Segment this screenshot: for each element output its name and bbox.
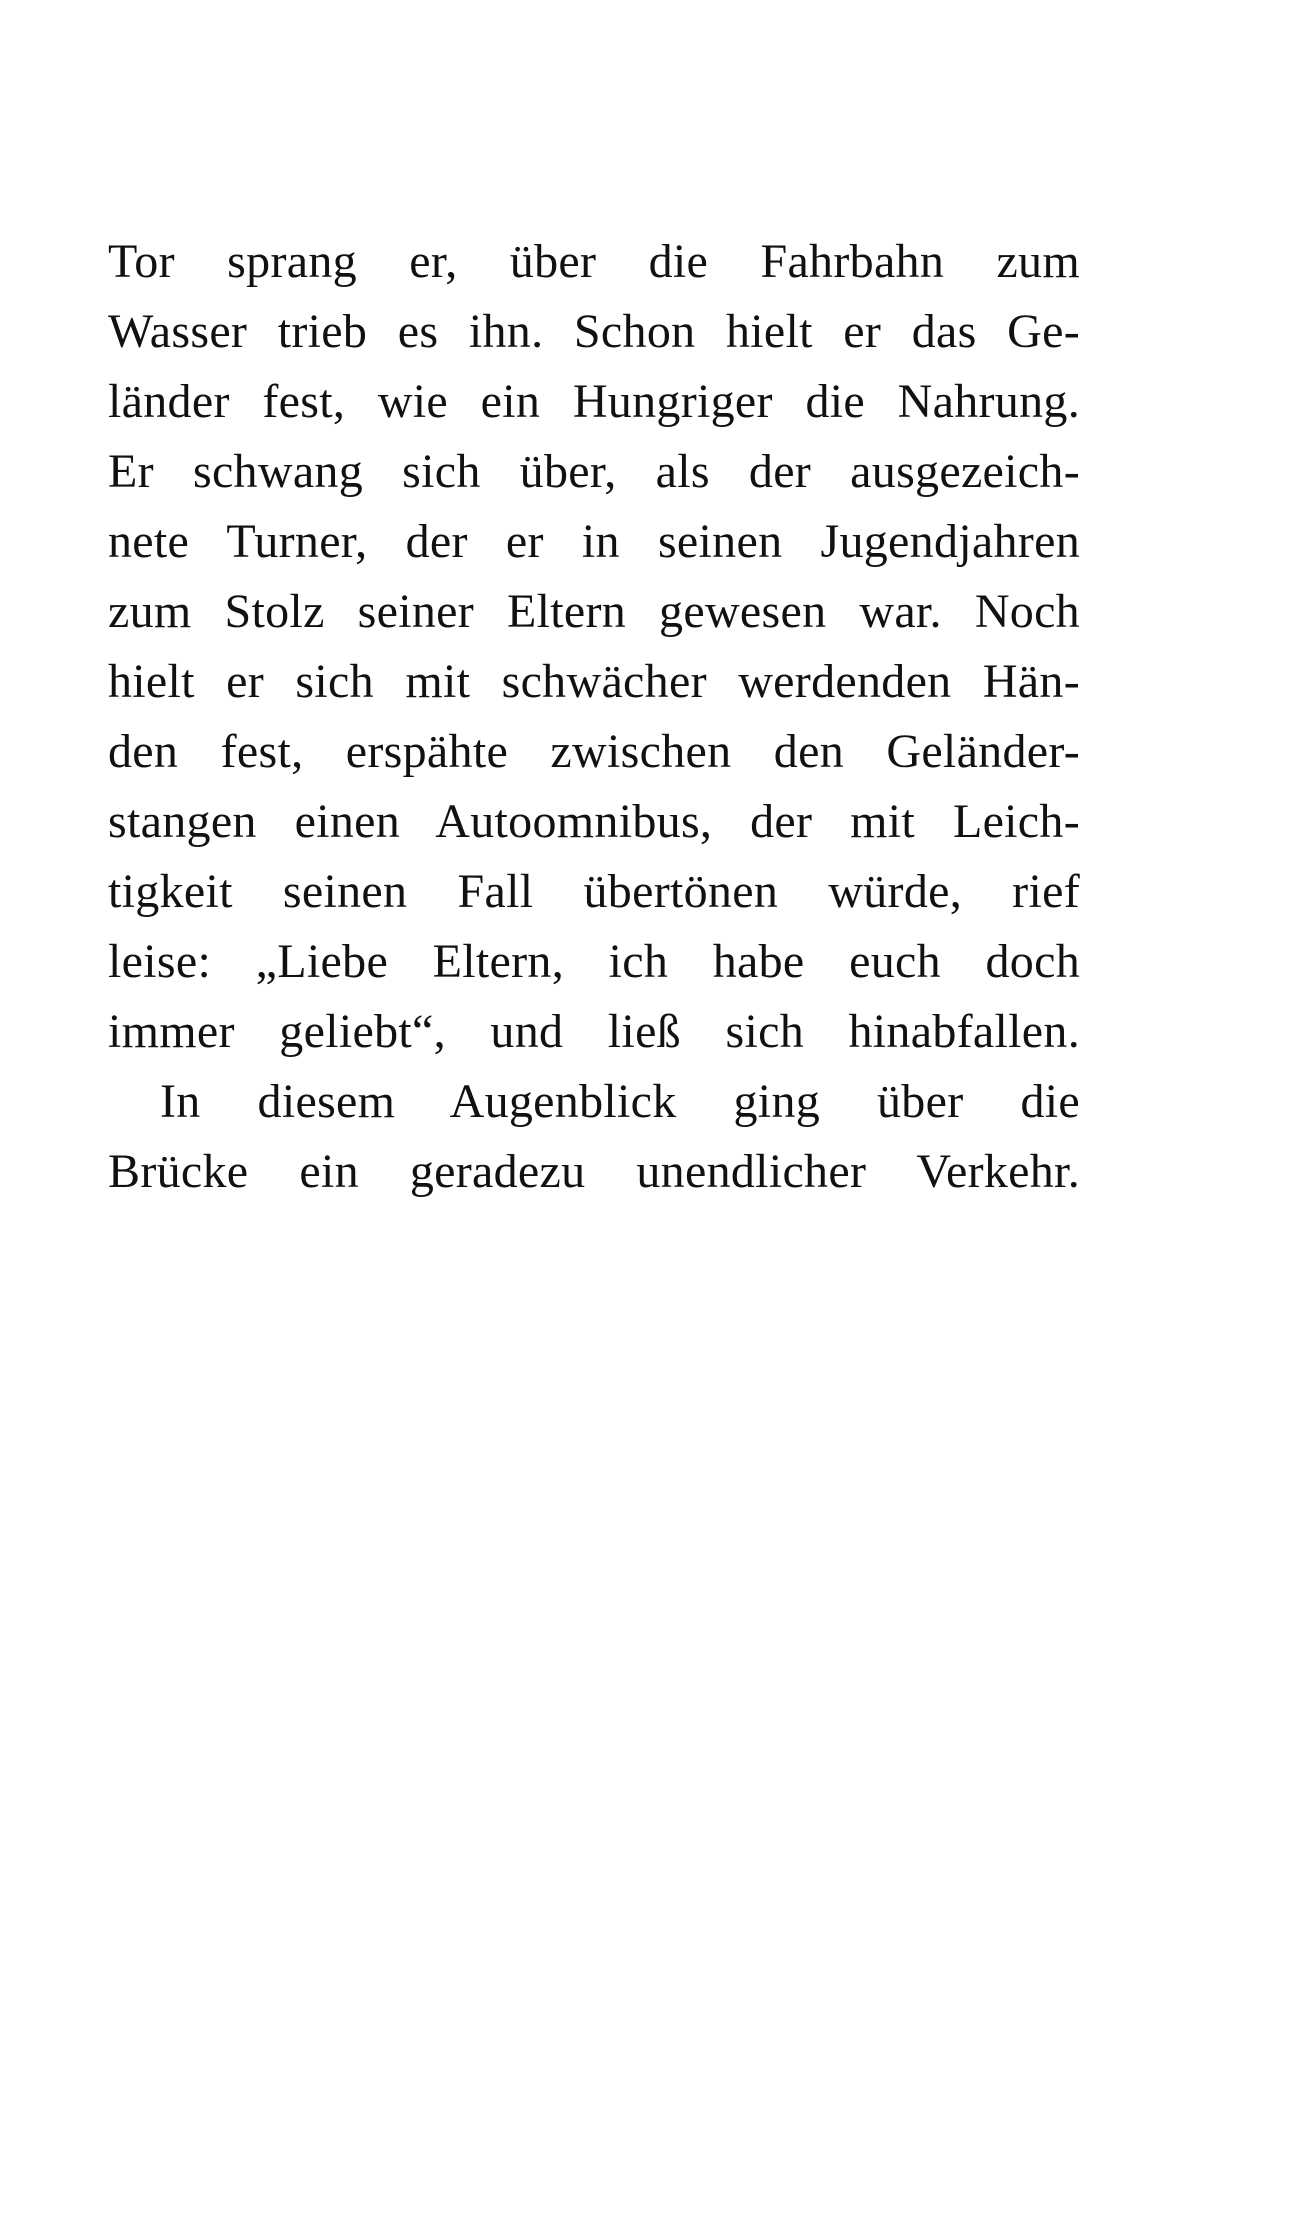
text-line: tigkeit seinen Fall übertönen würde, rief [108,865,1080,918]
text-line: Er schwang sich über, als der ausgezeich- [108,445,1080,498]
text-line: stangen einen Autoomnibus, der mit Leich- [108,795,1080,848]
text-line: hielt er sich mit schwächer werdenden Hän- [108,655,1080,708]
text-line: zum Stolz seiner Eltern gewesen war. Noch [108,585,1080,638]
text-line: Tor sprang er, über die Fahrbahn zum [108,235,1080,288]
body-text [108,227,1080,1207]
text-line: Brücke ein geradezu unendlicher Verkehr. [108,1145,1080,1198]
text-line: immer geliebt“, und ließ sich hinabfallen. [108,1005,1080,1058]
text-line: den fest, erspähte zwischen den Geländer- [108,725,1080,778]
text-line: länder fest, wie ein Hungriger die Nahrung. [108,375,1080,428]
text-line: Wasser trieb es ihn. Schon hielt er das Ge- [108,305,1080,358]
text-line: leise: „Liebe Eltern, ich habe euch doch [108,935,1080,988]
paragraph [108,1067,1080,1207]
paragraph [108,227,1080,1067]
text-line: nete Turner, der er in seinen Jugendjahren [108,515,1080,568]
text-line: In diesem Augenblick ging über die [160,1075,1080,1128]
